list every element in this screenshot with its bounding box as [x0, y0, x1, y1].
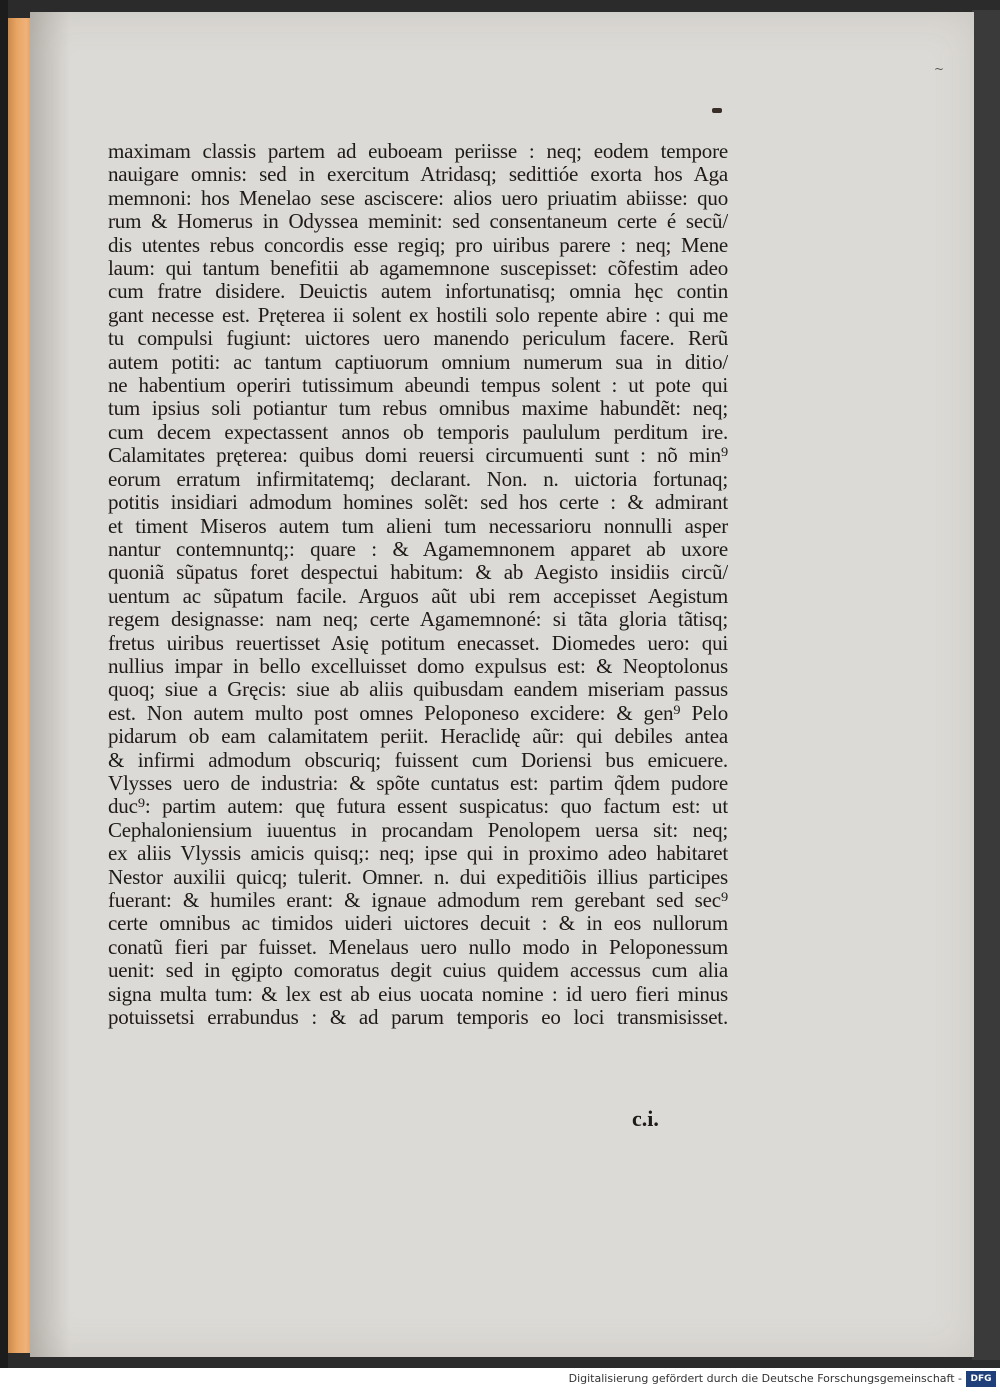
text-line: quoniã sũpatus foret despectui habitum: & ab Aegisto insidiis circũ/	[108, 561, 728, 585]
text-line: nauigare omnis: sed in exercitum Atridasq; sedittióe exorta hos Aga	[108, 163, 728, 187]
text-line: nullius impar in bello excelluisset domo expulsus est: & Neoptolonus	[108, 654, 728, 678]
text-line: ne habentium operiri tutissimum abeundi tempus solent : ut pote qui	[108, 374, 728, 398]
text-line: signa multa tum: & lex est ab eius uocata nomine : id uero fieri minus	[108, 982, 728, 1006]
scan-right-border	[972, 10, 1000, 1360]
text-line: conatũ fieri par fuisset. Menelaus uero nullo modo in Peloponessum	[108, 935, 728, 959]
dfg-logo: DFG	[966, 1371, 996, 1387]
footer-bar	[0, 1368, 1000, 1392]
text-line: duc⁹: partim autem: quę futura essent suspicatus: quo factum est: ut	[108, 795, 728, 819]
text-line: regem designasse: nam neq; certe Agamemnoné: si tãta gloria tãtisq;	[108, 608, 728, 632]
text-line: potuissetsi errabundus : & ad parum temporis eo loci transmisisset.	[108, 1006, 728, 1030]
text-line: rum & Homerus in Odyssea meminit: sed consentaneum certe é secũ/	[108, 210, 728, 234]
text-line: Calamitates pręterea: quibus domi reuersi circumuenti sunt : nõ min⁹	[108, 444, 728, 468]
text-line: est. Non autem multo post omnes Peloponeso excidere: & gen⁹ Pelo	[108, 701, 728, 725]
text-line: Vlysses uero de industria: & spõte cuntatus est: partim q̃dem pudore	[108, 771, 728, 795]
text-line: tu compulsi fugiunt: uictores uero manendo periculum facere. Rerũ	[108, 327, 728, 351]
binding-edge	[0, 0, 8, 1368]
text-line: Cephaloniensium iuuentus in procandam Penolopem uersa sit: neq;	[108, 818, 728, 842]
text-line: et timent Miseros autem tum alieni tum necessarioru nonnulli asper	[108, 514, 728, 538]
ink-mark	[712, 108, 722, 113]
text-line: tum ipsius soli potiantur tum rebus omnibus maxime habundẽt: neq;	[108, 397, 728, 421]
page-text-block	[108, 140, 728, 1029]
text-line: autem potiti: ac tantum captiuorum omnium numerum sua in ditio/	[108, 350, 728, 374]
signature-mark: c.i.	[632, 1106, 659, 1131]
gutter-shadow	[30, 12, 70, 1357]
digitization-credit: Digitalisierung gefördert durch die Deutsche Forschungsgemeinschaft -	[568, 1372, 962, 1385]
text-line: eorum erratum infirmitatemq; declarant. Non. n. uictoria fortunaq;	[108, 467, 728, 491]
text-line: pidarum ob eam calamitatem periit. Heraclidę aũr: qui debiles antea	[108, 725, 728, 749]
text-line: ex aliis Vlyssis amicis quisq;: neq; ipse qui in proximo adeo habitaret	[108, 842, 728, 866]
text-line: fuerant: & humiles erant: & ignaue admodum rem gerebant sed sec⁹	[108, 889, 728, 912]
text-line: uenit: sed in ęgipto comoratus degit cuius quidem accessus cum alia	[108, 959, 728, 983]
text-line: uentum ac sũpatum facile. Arguos aũt ubi rem accepisset Aegistum	[108, 584, 728, 608]
text-line: dis utentes rebus concordis esse regiq; pro uiribus parere : neq; Mene	[108, 233, 728, 257]
text-line: fretus uiribus reuertisset Asię potitum enecasset. Diomedes uero: qui	[108, 631, 728, 655]
text-line: nantur contemnuntq;: quare : & Agamemnonem apparet ab uxore	[108, 537, 728, 561]
text-line: Nestor auxilii quicq; tulerit. Omner. n. dui expeditiõis illius participes	[108, 865, 728, 889]
text-line: gant necesse est. Pręterea ii solent ex hostili solo repente abire : qui me	[108, 303, 728, 327]
text-line: potitis insidiari admodum homines solẽt: sed hos certe : & admirant	[108, 491, 728, 515]
text-line: maximam classis partem ad euboeam periisse : neq; eodem tempore	[108, 140, 728, 163]
text-line: cum fratre disidere. Deuictis autem infortunatisq; omnia hęc contin	[108, 280, 728, 304]
text-line: memnoni: hos Menelao sese asciscere: alios uero priuatim abiisse: quo	[108, 186, 728, 210]
text-line: laum: qui tantum benefitii ab agamemnone suscepisset: cõfestim adeo	[108, 257, 728, 281]
top-margin-mark: ~	[934, 62, 945, 76]
text-line: quoq; siue a Gręcis: siue ab aliis quibusdam eandem miseriam passus	[108, 678, 728, 702]
text-line: certe omnibus ac timidos uideri uictores decuit : & in eos nullorum	[108, 912, 728, 936]
text-line: & infirmi admodum obscuriq; fuissent cum Doriensi bus emicuere.	[108, 748, 728, 772]
text-line: cum decem expectassent annos ob temporis paululum perditum ire.	[108, 420, 728, 444]
